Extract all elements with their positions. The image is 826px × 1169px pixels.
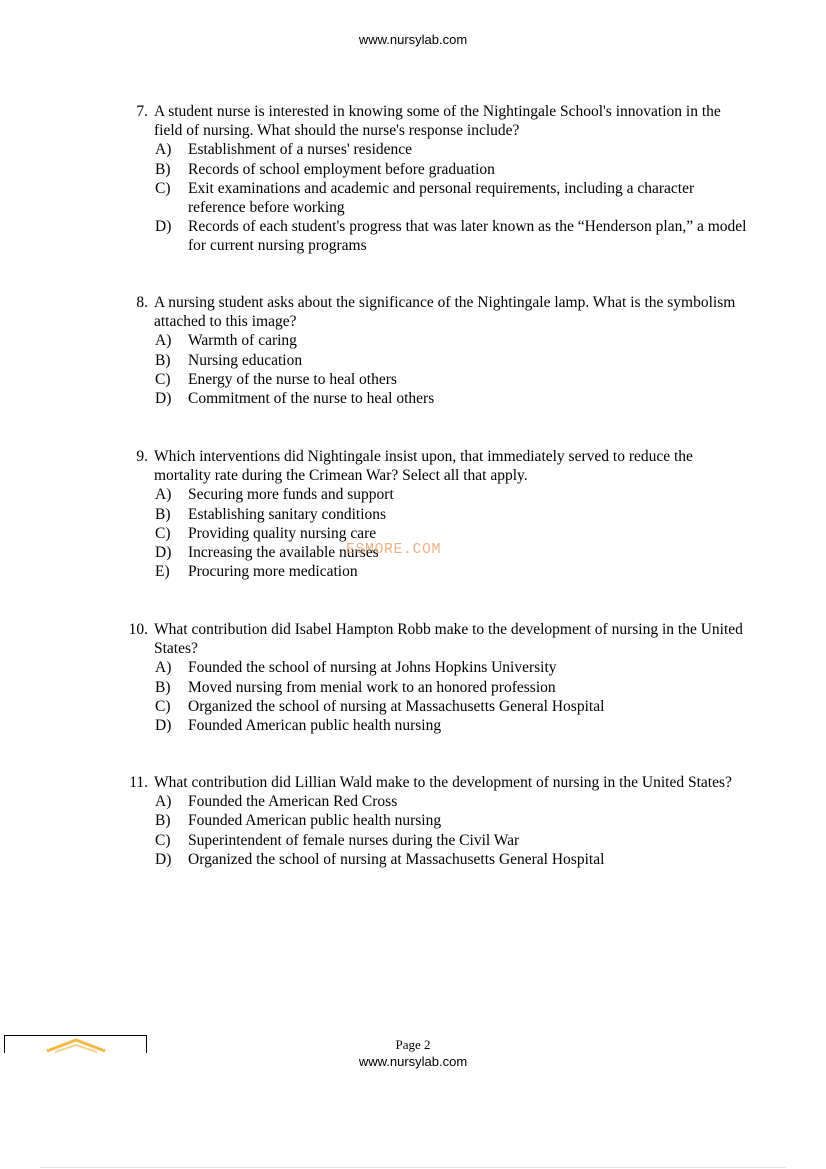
choice-letter: D) <box>155 717 172 735</box>
choice-letter: B) <box>155 351 171 369</box>
choice-letter: C) <box>155 179 171 197</box>
choice-text: Organized the school of nursing at Massachusetts General Hospital <box>188 697 605 715</box>
choice-letter: D) <box>155 218 172 236</box>
choice-letter: A) <box>155 793 172 811</box>
choice-letter: C) <box>155 370 171 388</box>
choice-letter: B) <box>155 812 171 830</box>
choice-text: Moved nursing from menial work to an honored profession <box>188 678 556 696</box>
choice-b <box>155 811 748 830</box>
choice-letter: A) <box>155 659 172 677</box>
question-stem: A nursing student asks about the significance of the Nightingale lamp. What is the symbolism attached to this image? <box>154 294 736 331</box>
choice-a <box>155 485 748 504</box>
header-url[interactable]: www.nursylab.com <box>358 32 468 47</box>
question-number: 7. <box>136 103 148 120</box>
choice-letter: B) <box>155 160 171 178</box>
choice-text: Records of school employment before graduation <box>188 160 495 178</box>
choice-c <box>155 831 748 850</box>
question-stem: What contribution did Lillian Wald make to the development of nursing in the United States? <box>154 774 732 791</box>
bottom-divider <box>40 1167 786 1168</box>
choice-b <box>155 505 748 524</box>
choice-text: Procuring more medication <box>188 563 358 581</box>
question-stem: What contribution did Isabel Hampton Robb make to the development of nursing in the United States? <box>154 621 743 658</box>
choice-b <box>155 351 748 370</box>
question-stem: Which interventions did Nightingale insist upon, that immediately served to reduce the mortality rate during the Crimean War? Select all that apply. <box>154 448 693 485</box>
choice-d <box>155 389 748 408</box>
choice-letter: C) <box>155 831 171 849</box>
footer-url[interactable]: www.nursylab.com <box>358 1054 468 1069</box>
choice-text: Establishing sanitary conditions <box>188 505 387 523</box>
question-9 <box>0 447 826 581</box>
choice-list <box>0 140 826 255</box>
choice-text: Founded American public health nursing <box>188 717 442 735</box>
choice-a <box>155 792 748 811</box>
choice-text: Nursing education <box>188 351 303 369</box>
choice-list <box>0 485 826 581</box>
choice-a <box>155 140 748 159</box>
choice-a <box>155 658 748 677</box>
choice-letter: D) <box>155 850 172 868</box>
question-10 <box>0 620 826 735</box>
question-number: 9. <box>136 448 148 465</box>
choice-d <box>155 217 748 255</box>
page-footer <box>0 1036 826 1070</box>
choice-letter: E) <box>155 563 170 581</box>
question-number: 10. <box>128 621 148 638</box>
question-8 <box>0 293 826 408</box>
choice-text: Providing quality nursing care <box>188 524 377 542</box>
choice-text: Exit examinations and academic and personal requirements, including a character reference before working <box>188 179 695 217</box>
choice-d <box>155 850 748 869</box>
choice-text: Founded the school of nursing at Johns Hopkins University <box>188 659 557 677</box>
choice-letter: B) <box>155 678 171 696</box>
question-number: 11. <box>129 774 148 791</box>
question-number: 8. <box>136 294 148 311</box>
choice-letter: A) <box>155 141 172 159</box>
choice-text: Energy of the nurse to heal others <box>188 370 397 388</box>
choice-text: Records of each student's progress that was later known as the “Henderson plan,” a model for current nursing programs <box>188 218 747 255</box>
watermark: ESMORE.COM <box>346 541 442 558</box>
page-number: Page 2 <box>395 1037 431 1052</box>
question-stem: A student nurse is interested in knowing some of the Nightingale School's innovation in the field of nursing. What should the nurse's response include? <box>154 103 721 140</box>
choice-letter: C) <box>155 524 171 542</box>
choice-list <box>0 331 826 408</box>
choice-c <box>155 524 748 543</box>
choice-c <box>155 179 748 217</box>
choice-list <box>0 792 826 869</box>
choice-e <box>155 562 748 581</box>
choice-letter: A) <box>155 332 172 350</box>
choice-list <box>0 658 826 735</box>
choice-text: Securing more funds and support <box>188 486 394 504</box>
choice-c <box>155 370 748 389</box>
choice-a <box>155 331 748 350</box>
choice-b <box>155 678 748 697</box>
choice-letter: C) <box>155 697 171 715</box>
choice-text: Establishment of a nurses' residence <box>188 141 413 159</box>
choice-d <box>155 716 748 735</box>
choice-text: Increasing the available nurses <box>188 544 379 562</box>
choice-c <box>155 697 748 716</box>
choice-letter: D) <box>155 390 172 408</box>
choice-b <box>155 160 748 179</box>
choice-text: Founded the American Red Cross <box>188 793 398 811</box>
choice-text: Founded American public health nursing <box>188 812 442 830</box>
choice-letter: B) <box>155 505 171 523</box>
choice-letter: D) <box>155 544 172 562</box>
choice-text: Warmth of caring <box>188 332 297 350</box>
choice-text: Superintendent of female nurses during the Civil War <box>188 831 520 849</box>
choice-letter: A) <box>155 486 172 504</box>
question-11 <box>0 773 826 869</box>
choice-text: Organized the school of nursing at Massachusetts General Hospital <box>188 850 605 868</box>
choice-d <box>155 543 748 562</box>
choice-text: Commitment of the nurse to heal others <box>188 390 435 408</box>
question-7 <box>0 102 826 256</box>
